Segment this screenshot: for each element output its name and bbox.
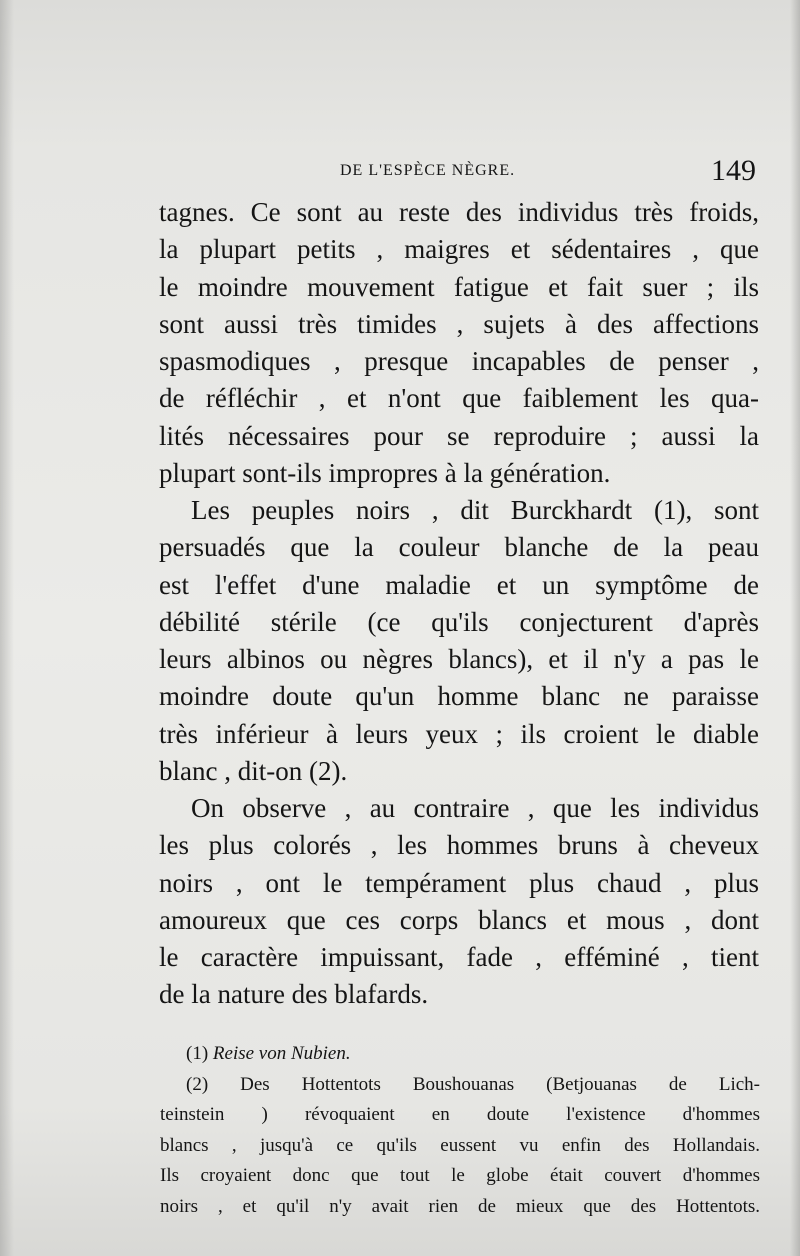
page-shadow-right	[790, 0, 800, 1256]
running-head	[160, 154, 760, 192]
text-line: noirs , ont le tempérament plus chaud , plus	[159, 867, 759, 898]
text-line: la plupart petits , maigres et sédentaires , que	[159, 234, 759, 265]
text-line: blanc , dit-on (2).	[159, 755, 348, 786]
page-number: 149	[711, 154, 756, 187]
footnote-1-title: Reise von Nubien.	[212, 1043, 351, 1064]
footnotes	[160, 1039, 760, 1222]
footnote-2-line: Ils croyaient donc que tout le globe était couvert d'hommes	[160, 1165, 760, 1186]
text-line: le moindre mouvement fatigue et fait suer ; ils	[159, 271, 759, 302]
text-line: de la nature des blafards.	[159, 979, 429, 1010]
text-line: débilité stérile (ce qu'ils conjecturent d'après	[159, 606, 759, 637]
text-line: est l'effet d'une maladie et un symptôme de	[159, 569, 759, 600]
text-line: sont aussi très timides , sujets à des affections	[159, 308, 759, 339]
footnote-1	[160, 1039, 760, 1070]
text-line: leurs albinos ou nègres blancs), et il n'y a pas le	[159, 644, 759, 674]
text-line: les plus colorés , les hommes bruns à cheveux	[159, 830, 759, 861]
running-title: DE L'ESPÈCE NÈGRE.	[340, 162, 516, 179]
footnote-2-line: (2) Des Hottentots Boushouanas (Betjouanas de Lich-	[186, 1073, 760, 1095]
footnote-2-line: teinstein ) révoquaient en doute l'existence d'hommes	[160, 1104, 760, 1125]
text-line: de réfléchir , et n'ont que faiblement les qua-	[159, 383, 759, 414]
text-line: moindre doute qu'un homme blanc ne paraisse	[159, 681, 759, 712]
footnote-2-line: blancs , jusqu'à ce qu'ils eussent vu enfin des Hollandais.	[160, 1134, 760, 1156]
page-shadow-left	[0, 0, 14, 1256]
text-line: tagnes. Ce sont au reste des individus très froids,	[159, 197, 759, 227]
text-line: plupart sont-ils impropres à la génération.	[159, 457, 611, 488]
text-line: spasmodiques , presque incapables de penser ,	[159, 346, 759, 376]
body-text	[159, 194, 759, 1014]
paragraph-start-line: Les peuples noirs , dit Burckhardt (1), sont	[191, 495, 759, 525]
footnote-1-marker: (1)	[186, 1043, 209, 1064]
text-line: amoureux que ces corps blancs et mous , dont	[159, 904, 759, 935]
text-line: lités nécessaires pour se reproduire ; aussi la	[159, 420, 759, 451]
text-line: persuadés que la couleur blanche de la peau	[159, 532, 759, 563]
text-line: le caractère impuissant, fade , efféminé , tient	[159, 942, 759, 972]
footnote-2-line: noirs , et qu'il n'y avait rien de mieux que des Hottentots.	[160, 1195, 760, 1217]
paragraph-start-line: On observe , au contraire , que les individus	[191, 793, 759, 823]
text-line: très inférieur à leurs yeux ; ils croient le diable	[159, 718, 759, 749]
